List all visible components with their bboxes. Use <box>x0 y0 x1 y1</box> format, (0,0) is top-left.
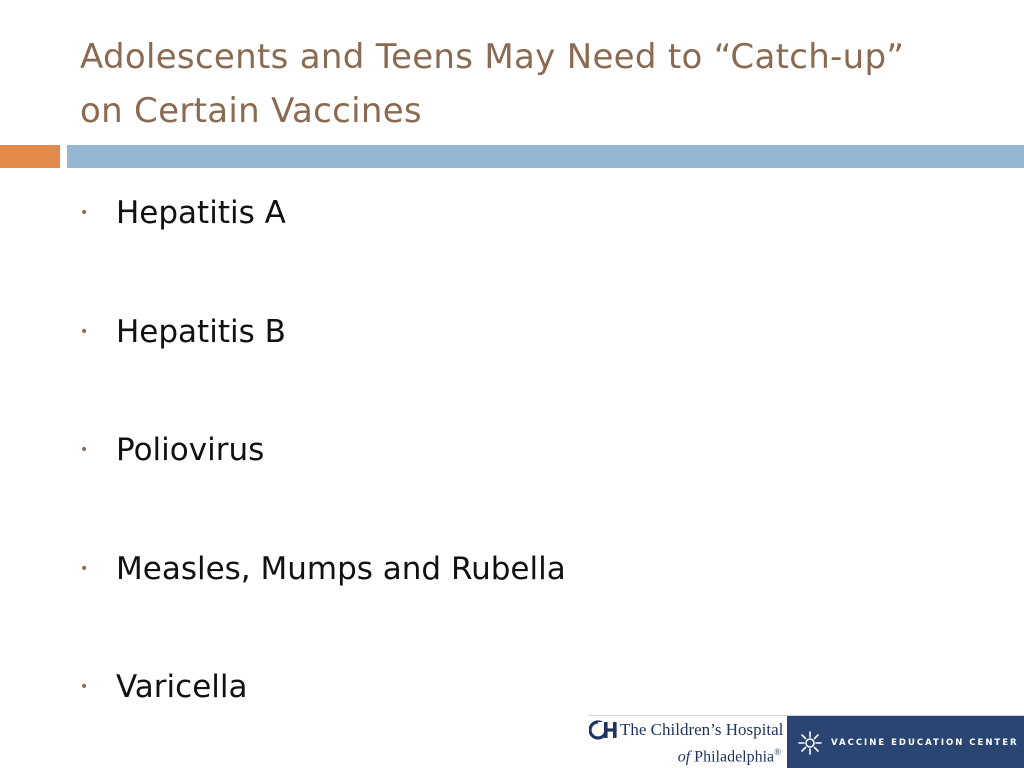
bullet-list <box>80 188 566 768</box>
vaccine-education-center-badge <box>787 716 1024 768</box>
hospital-name-line-1: The Children’s Hospital <box>620 720 784 739</box>
chop-logo-icon <box>589 720 619 740</box>
bullet-item <box>80 425 566 544</box>
bullet-text: Hepatitis B <box>116 313 286 350</box>
vaccine-education-center-label: VACCINE EDUCATION CENTER <box>831 737 1019 748</box>
bullet-item <box>80 307 566 426</box>
hospital-name-line-2 <box>678 741 781 768</box>
slide-title-line-1: Adolescents and Teens May Need to “Catch-up” <box>80 37 905 77</box>
bullet-icon: • <box>80 205 89 221</box>
bullet-item <box>80 188 566 307</box>
bullet-item <box>80 662 566 768</box>
bullet-icon: • <box>80 323 89 340</box>
bullet-text: Hepatitis A <box>116 195 286 231</box>
accent-bar-orange <box>0 145 60 168</box>
registered-mark: ® <box>774 747 781 757</box>
footer-logo-banner <box>588 715 1024 768</box>
slide-title-line-2: on Certain Vaccines <box>80 91 422 131</box>
bullet-icon: • <box>80 560 89 577</box>
bullet-item <box>80 544 566 663</box>
hospital-name-city: Philadelphia <box>694 748 775 766</box>
accent-bar-blue <box>67 145 1024 168</box>
bullet-text: Varicella <box>116 669 248 705</box>
bullet-text: Poliovirus <box>116 432 265 468</box>
vaccine-center-emblem-icon <box>797 730 823 756</box>
bullet-text: Measles, Mumps and Rubella <box>116 550 566 587</box>
hospital-name-of: of <box>677 748 691 766</box>
slide-title <box>80 30 980 138</box>
bullet-icon: • <box>80 442 89 458</box>
hospital-logo <box>588 716 787 768</box>
bullet-icon: • <box>80 679 89 695</box>
